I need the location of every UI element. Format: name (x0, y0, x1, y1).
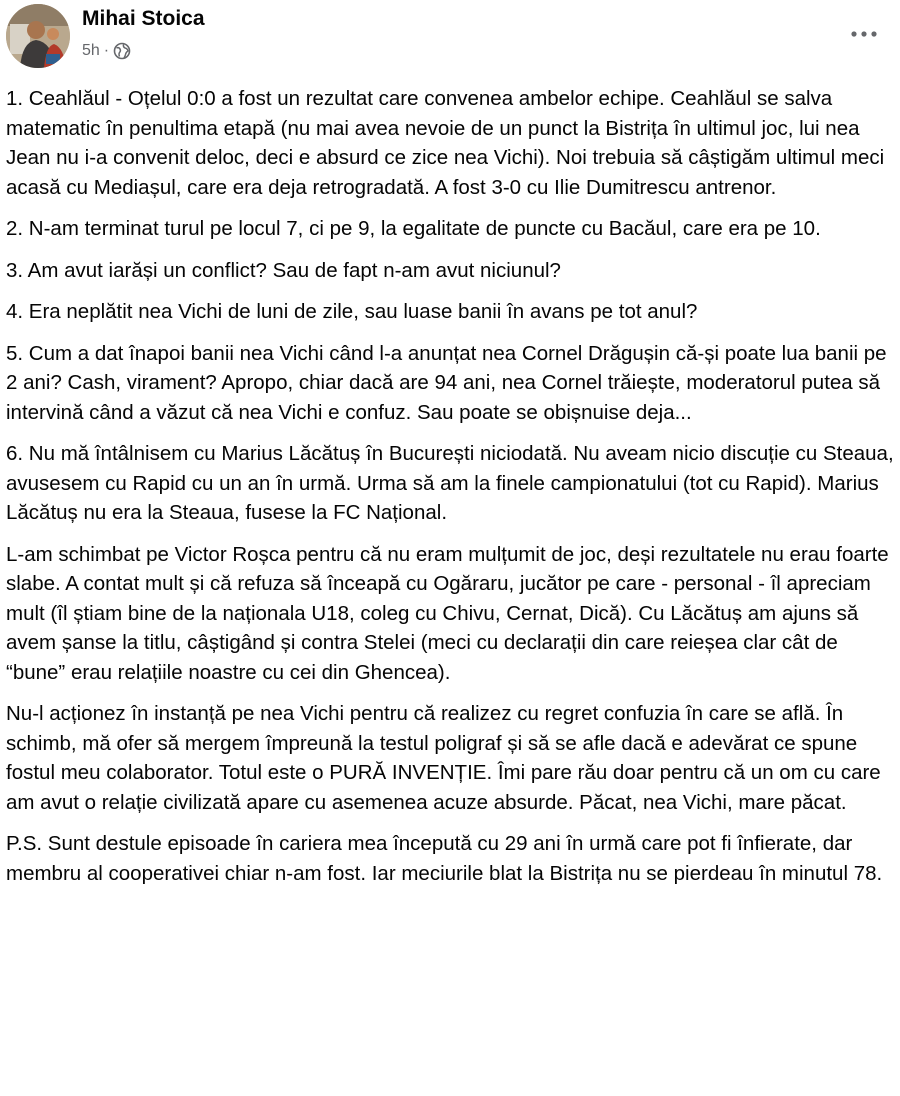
post-paragraph-6: 6. Nu mă întâlnisem cu Marius Lăcătuș în București niciodată. Nu aveam nicio discuție cu Steaua, avusesem cu Rapid cu un an în urmă. Urma să am la finele campionatului (tot cu Rapid). Marius Lăcătuș nu era la Steaua, fusese la FC Național. (6, 442, 894, 524)
author-name[interactable]: Mihai Stoica (82, 7, 205, 30)
avatar-photo (6, 4, 70, 68)
post-paragraph-9: P.S. Sunt destule episoade în cariera mea începută cu 29 ani în urmă care pot fi înfierate, dar membru al cooperativei chiar n-am fost. Iar meciurile blat la Bistrița nu se pierdeau în minutul 78. (6, 832, 883, 885)
post-paragraph-2: 2. N-am terminat turul pe locul 7, ci pe 9, la egalitate de puncte cu Bacăul, care era pe 10. (6, 217, 821, 240)
more-options-icon (850, 30, 878, 38)
post-header (0, 0, 900, 80)
avatar[interactable] (6, 4, 70, 68)
post-paragraph-4: 4. Era neplătit nea Vichi de luni de zile, sau luase banii în avans pe tot anul? (6, 300, 698, 323)
post-meta (82, 40, 131, 62)
post-paragraph-5: 5. Cum a dat înapoi banii nea Vichi când l-a anunțat nea Cornel Drăgușin că-și poate lua banii pe 2 ani? Cash, virament? Apropo, chiar dacă are 94 ani, nea Cornel trăiește, moderatorul putea să intervină când a văzut că nea Vichi e confuz. Sau poate se obișnuise deja... (6, 341, 887, 424)
more-options-button[interactable] (842, 18, 886, 50)
post-paragraph-7: L-am schimbat pe Victor Roșca pentru că nu eram mulțumit de joc, deși rezultatele nu erau foarte slabe. A contat mult și că refuza să înceapă cu Ogăraru, jucător pe care - personal - îl apreciam mult (îl știam bine de la naționala U18, coleg cu Chivu, Cernat, Dică). Cu Lăcătuș am ajuns să avem șanse la titlu, câștigând și contra Stelei (meci cu declarații din care reieșea clar cât de “bune” erau relațiile noastre cu cei din Ghencea). (6, 542, 889, 684)
post-body (6, 84, 896, 900)
post-paragraph-1: 1. Ceahlăul - Oțelul 0:0 a fost un rezultat care convenea ambelor echipe. Ceahlăul se salva matematic în penultima etapă (nu mai avea nevoie de un punct la Bistrița în ultimul joc, lui nea Jean nu i-a convenit deloc, deci e absurd ce zice nea Vichi). Noi trebuia să câștigăm ultimul meci acasă cu Mediașul, care era deja retrogradată. A fost 3-0 cu Ilie Dumitrescu antrenor. (6, 87, 885, 199)
globe-icon (113, 42, 131, 60)
post-paragraph-8: Nu-l acționez în instanță pe nea Vichi pentru că realizez cu regret confuzia în care se află. În schimb, mă ofer să mergem împreună la testul poligraf și să se afle dacă e adevărat ce spune fostul meu colaborator. Totul este o PURĂ INVENȚIE. Îmi pare rău doar pentru că un om cu care am avut o relație civilizată apare cu asemenea acuze absurde. Păcat, nea Vichi, mare păcat. (6, 702, 881, 814)
post-paragraph-3: 3. Am avut iarăși un conflict? Sau de fapt n-am avut niciunul? (6, 258, 561, 282)
meta-separator: · (103, 42, 110, 59)
post-time[interactable]: 5h (82, 42, 100, 59)
